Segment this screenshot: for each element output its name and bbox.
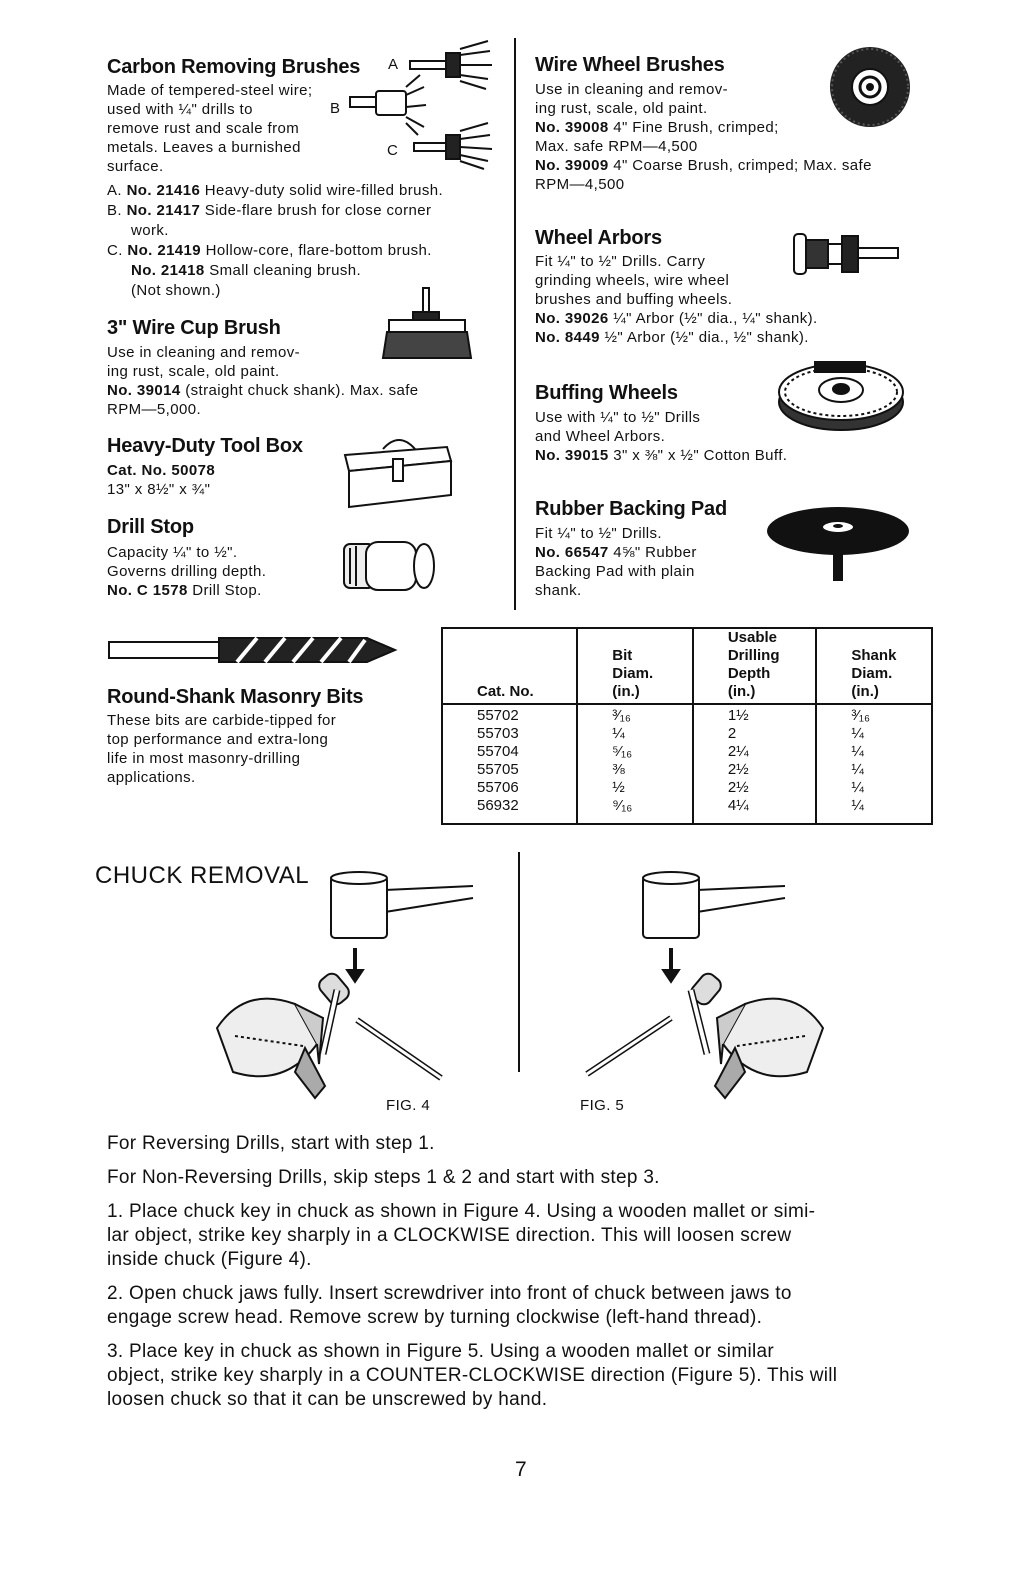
toolbox-section bbox=[107, 435, 347, 499]
buffing-desc: Use with ¼" to ½" Drills and Wheel Arbors. No. 39015 3" x ⅜" x ½" Cotton Buff. bbox=[535, 409, 788, 464]
arbor-illustration bbox=[792, 228, 902, 280]
table-header-row bbox=[442, 628, 932, 704]
carbon-item-c: C. No. 21419 Hollow-core, flare-bottom brush. bbox=[107, 242, 432, 259]
cat-no-column: 55702 55703 55704 55705 55706 56932 bbox=[477, 707, 519, 814]
step-1: 1. Place chuck key in chuck as shown in Figure 4. Using a wooden mallet or simi- lar object, strike key sharply in a CLOCKWISE direction. This will loosen screw inside chuck (Figure 4). bbox=[107, 1201, 816, 1270]
fig4-illustration bbox=[195, 868, 485, 1118]
non-reversing-note: For Non-Reversing Drills, skip steps 1 & 2 and start with step 3. bbox=[107, 1167, 660, 1188]
column-divider bbox=[514, 38, 516, 610]
wire-wheel-illustration bbox=[828, 45, 912, 129]
depth-column: 1½ 2 2¼ 2½ 2½ 4¼ bbox=[693, 704, 817, 824]
drill-stop-illustration bbox=[340, 540, 436, 592]
header-shank-diam: Shank Diam. (in.) bbox=[816, 628, 932, 704]
page-number: 7 bbox=[515, 1458, 527, 1481]
fig5-illustration bbox=[575, 868, 845, 1118]
cup-brush-title: 3" Wire Cup Brush bbox=[107, 317, 281, 339]
fig4-caption: FIG. 4 bbox=[386, 1097, 431, 1114]
buffing-title: Buffing Wheels bbox=[535, 382, 678, 404]
masonry-bits-table bbox=[441, 627, 933, 825]
masonry-section bbox=[107, 686, 427, 787]
arbors-title: Wheel Arbors bbox=[535, 227, 662, 249]
buffing-wheel-illustration bbox=[775, 358, 907, 434]
bit-diam-column: ³⁄₁₆ ¼ ⁵⁄₁₆ ⅜ ½ ⁹⁄₁₆ bbox=[577, 704, 693, 824]
step-3: 3. Place key in chuck as shown in Figure 5. Using a wooden mallet or similar object, strike key sharply in a COUNTER-CLOCKWISE direction (Figure 5). This will loosen chuck so that it can be unscrewed by hand. bbox=[107, 1341, 838, 1410]
brush-label-a: A bbox=[388, 56, 399, 73]
masonry-title: Round-Shank Masonry Bits bbox=[107, 686, 364, 708]
drill-stop-section bbox=[107, 516, 347, 600]
table-row bbox=[442, 704, 932, 824]
chuck-removal-title: CHUCK REMOVAL bbox=[95, 862, 310, 889]
backing-pad-title: Rubber Backing Pad bbox=[535, 498, 727, 520]
wire-wheel-title: Wire Wheel Brushes bbox=[535, 54, 725, 76]
toolbox-illustration bbox=[343, 433, 455, 509]
carbon-item-b: B. No. 21417 Side-flare brush for close corner bbox=[107, 202, 432, 219]
wire-wheel-desc: Use in cleaning and remov- ing rust, scale, old paint. No. 39008 4" Fine Brush, crimped; Max. safe RPM—4,500 No. 39009 4" Coarse Brush, crimped; Max. safe RPM—4,500 bbox=[535, 81, 872, 193]
backing-pad-desc: Fit ¼" to ½" Drills. No. 66547 4⅝" Rubber Backing Pad with plain shank. bbox=[535, 525, 697, 599]
carbon-item-a: A. No. 21416 Heavy-duty solid wire-filled brush. bbox=[107, 182, 444, 199]
drill-stop-desc: Capacity ¼" to ½". Governs drilling depth. No. C 1578 Drill Stop. bbox=[107, 544, 267, 599]
masonry-bit-illustration bbox=[107, 634, 397, 666]
carbon-desc: Made of tempered-steel wire; used with ¼" drills to remove rust and scale from metals. Leaves a burnished surface. bbox=[107, 82, 313, 175]
drill-stop-title: Drill Stop bbox=[107, 516, 194, 538]
toolbox-title: Heavy-Duty Tool Box bbox=[107, 435, 303, 457]
carbon-item-small: No. 21418 Small cleaning brush. bbox=[131, 262, 362, 279]
toolbox-cat: Cat. No. 50078 bbox=[107, 462, 216, 479]
cup-brush-desc: Use in cleaning and remov- ing rust, scale, old paint. No. 39014 (straight chuck shank). Max. safe RPM—5,000. bbox=[107, 344, 419, 418]
fig5-caption: FIG. 5 bbox=[580, 1097, 625, 1114]
carbon-item-b-cont: work. bbox=[131, 222, 169, 239]
brush-label-c: C bbox=[387, 142, 399, 159]
masonry-desc: These bits are carbide-tipped for top performance and extra-long life in most masonry-drilling applications. bbox=[107, 712, 337, 786]
buffing-section bbox=[535, 382, 975, 465]
brush-label-b: B bbox=[330, 100, 341, 117]
reversing-note: For Reversing Drills, start with step 1. bbox=[107, 1133, 435, 1154]
figure-divider bbox=[518, 852, 520, 1072]
header-drilling-depth: Usable Drilling Depth (in.) bbox=[693, 628, 817, 704]
toolbox-size: 13" x 8½" x ¾" bbox=[107, 481, 211, 498]
step-2: 2. Open chuck jaws fully. Insert screwdriver into front of chuck between jaws to engage screw head. Remove screw by turning clockwise (left-hand thread). bbox=[107, 1283, 792, 1328]
header-cat-no: Cat. No. bbox=[442, 628, 577, 704]
backing-pad-illustration bbox=[765, 505, 911, 585]
carbon-items bbox=[107, 181, 507, 301]
header-bit-diam: Bit Diam. (in.) bbox=[577, 628, 693, 704]
cup-brush-illustration bbox=[383, 288, 473, 362]
shank-diam-column: ³⁄₁₆ ¼ ¼ ¼ ¼ ¼ bbox=[816, 704, 932, 824]
arbors-section bbox=[535, 227, 975, 347]
carbon-brushes-illustration bbox=[400, 35, 500, 175]
carbon-item-note: (Not shown.) bbox=[131, 282, 221, 299]
arbors-desc: Fit ¼" to ½" Drills. Carry grinding wheels, wire wheel brushes and buffing wheels. No. 39026 ¼" Arbor (½" dia., ¼" shank). No. 8449 ½" Arbor (½" dia., ½" shank). bbox=[535, 253, 818, 346]
chuck-instructions bbox=[107, 1132, 947, 1412]
carbon-title: Carbon Removing Brushes bbox=[107, 56, 361, 78]
